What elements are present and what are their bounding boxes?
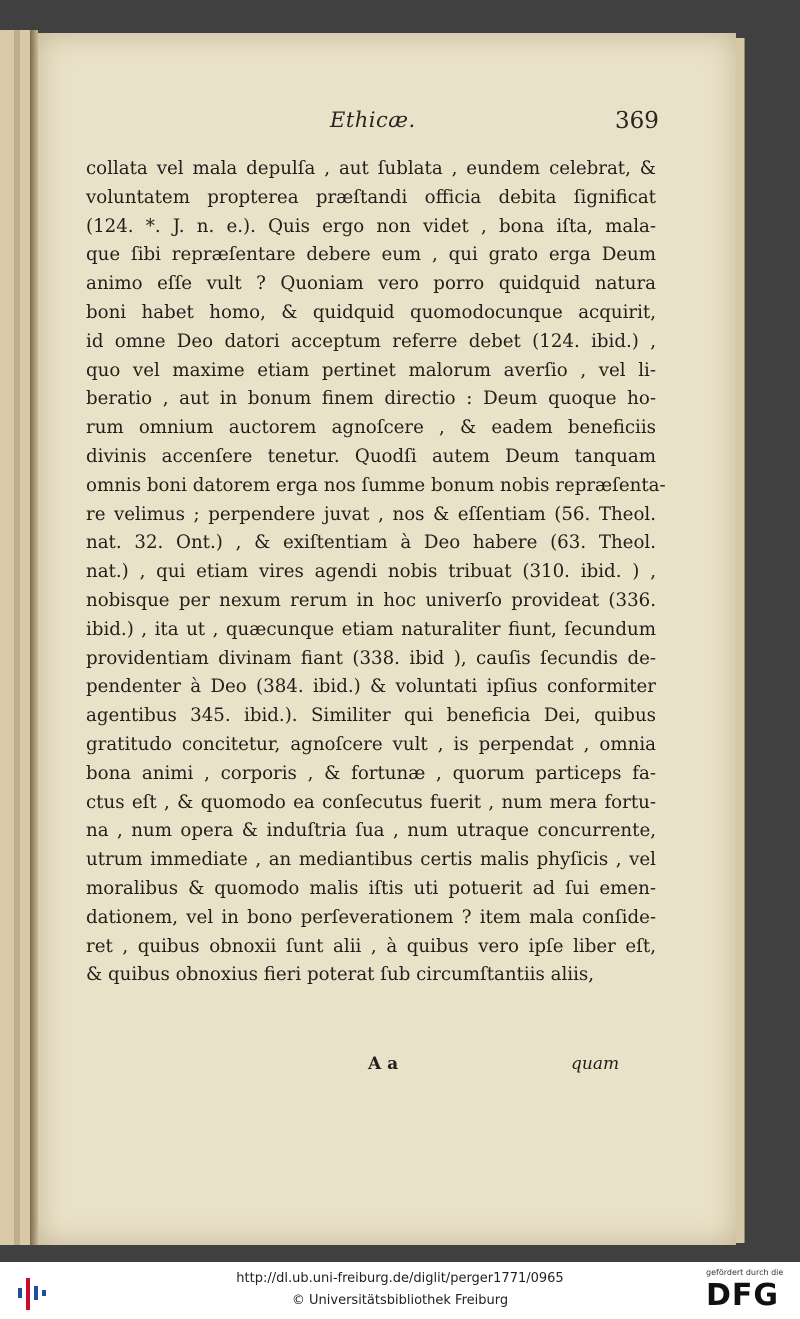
book-gutter: [30, 30, 38, 1245]
text-line: providentiam divinam fiant (338. ibid ), cauſis ſecundis de-: [86, 647, 656, 669]
text-line: nobisque per nexum rerum in hoc univerſo provideat (336.: [86, 589, 656, 611]
body-text: [86, 155, 666, 990]
signature-mark: A a: [368, 1054, 399, 1074]
permalink-url[interactable]: http://dl.ub.uni-freiburg.de/diglit/perger1771/0965: [236, 1271, 564, 1286]
text-line: re velimus ; perpendere juvat , nos & eſſentiam (56. Theol.: [86, 503, 656, 525]
catchword: quam: [571, 1054, 620, 1074]
text-line: beratio , aut in bonum finem directio : Deum quoque ho-: [86, 388, 656, 410]
text-line: agentibus 345. ibid.). Similiter qui beneficia Dei, quibus: [86, 705, 656, 727]
page-number: 369: [615, 108, 659, 134]
text-line: que ſibi repræſentare debere eum , qui grato erga Deum: [86, 244, 656, 266]
text-line: na , num opera & induſtria ſua , num utraque concurrente,: [86, 820, 656, 842]
text-line: nat.) , qui etiam vires agendi nobis tribuat (310. ibid. ) ,: [86, 561, 656, 583]
text-line: id omne Deo datori acceptum referre debet (124. ibid.) ,: [86, 330, 656, 352]
page-edge-right: [736, 38, 745, 1243]
text-line: ibid.) , ita ut , quæcunque etiam naturaliter fiunt, ſecundum: [86, 618, 656, 640]
dfg-logo[interactable]: DFG: [706, 1278, 780, 1313]
text-line: boni habet homo, & quidquid quomodocunque acquirit,: [86, 301, 656, 323]
text-line: divinis accenſere tenetur. Quodſi autem Deum tanquam: [86, 445, 656, 467]
footer-bar: [0, 1262, 800, 1319]
text-line: omnis boni datorem erga nos ſumme bonum nobis repræſenta-: [86, 474, 666, 496]
text-line: bona animi , corporis , & fortunæ , quorum particeps fa-: [86, 762, 656, 784]
text-line: animo eſſe vult ? Quoniam vero porro quidquid natura: [86, 273, 656, 295]
text-line: quo vel maxime etiam pertinet malorum averſio , vel li-: [86, 359, 656, 381]
text-line: utrum immediate , an mediantibus certis malis phyſicis , vel: [86, 849, 656, 871]
text-line: & quibus obnoxius fieri poterat ſub circumſtantiis aliis,: [86, 964, 595, 986]
text-line: voluntatem propterea præſtandi officia debita ſignificat: [86, 186, 656, 208]
left-page-fold: [14, 30, 20, 1245]
copyright-notice: © Universitätsbibliothek Freiburg: [291, 1293, 509, 1308]
text-line: rum omnium auctorem agnoſcere , & eadem beneficiis: [86, 417, 656, 439]
text-line: dationem, vel in bono perſeverationem ? item mala conſide-: [86, 906, 656, 928]
text-line: gratitudo concitetur, agnoſcere vult , is perpendat , omnia: [86, 733, 656, 755]
dfg-tagline: gefördert durch die: [706, 1268, 784, 1277]
text-line: moralibus & quomodo malis iſtis uti potuerit ad ſui emen-: [86, 877, 656, 899]
text-line: collata vel mala depulſa , aut ſublata , eundem celebrat, &: [86, 158, 656, 179]
text-line: nat. 32. Ont.) , & exiſtentiam à Deo habere (63. Theol.: [86, 532, 656, 554]
text-line: (124. *. J. n. e.). Quis ergo non videt , bona iſta, mala-: [86, 215, 656, 237]
text-line: ctus eſt , & quomodo ea conſecutus fuerit , num mera fortu-: [86, 791, 656, 813]
text-line: pendenter à Deo (384. ibid.) & voluntati ipſius conformiter: [86, 676, 656, 698]
running-head: Ethicæ.: [330, 108, 416, 132]
text-line: ret , quibus obnoxii ſunt alii , à quibus vero ipſe liber eſt,: [86, 935, 656, 957]
